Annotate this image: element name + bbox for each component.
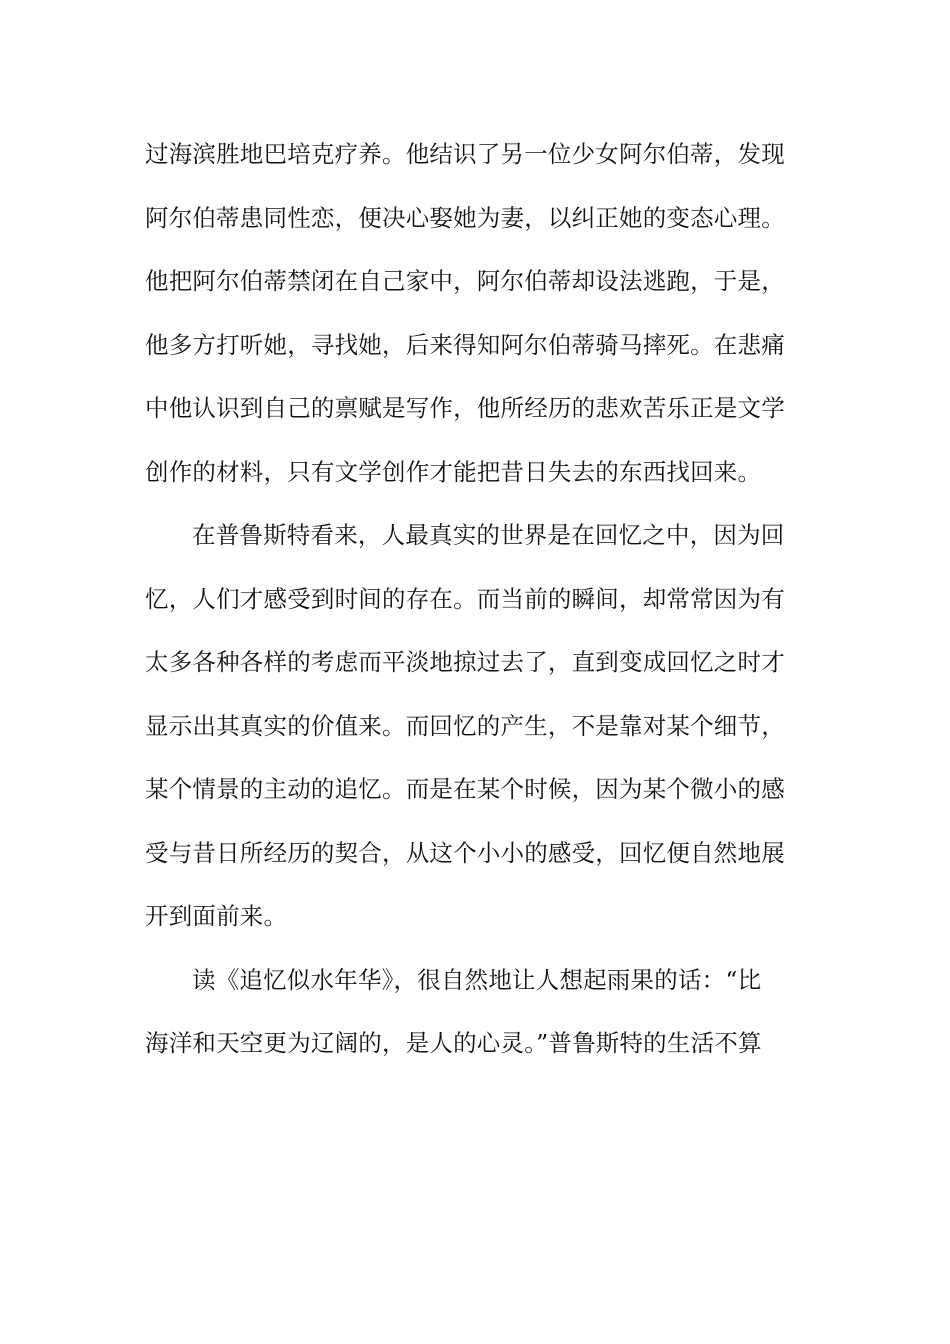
- text-line-first: 读《追忆似水年华》，很自然地让人想起雨果的话：“比: [192, 965, 762, 994]
- text-line: 创作的材料，只有文学创作才能把昔日失去的东西找回来。: [145, 457, 762, 486]
- text-line: 他把阿尔伯蒂禁闭在自己家中，阿尔伯蒂却设法逃跑，于是，: [145, 267, 785, 295]
- text-line: 阿尔伯蒂患同性恋，便决心娶她为妻，以纠正她的变态心理。: [145, 203, 785, 232]
- text-line: 显示出其真实的价值来。而回忆的产生，不是靠对某个细节，: [145, 711, 785, 740]
- text-line-first: 在普鲁斯特看来，人最真实的世界是在回忆之中，因为回: [192, 521, 785, 549]
- text-line: 开到面前来。: [145, 902, 288, 930]
- text-line: 某个情景的主动的追忆。而是在某个时候，因为某个微小的感: [145, 775, 785, 803]
- text-line: 海洋和天空更为辽阔的，是人的心灵。”普鲁斯特的生活不算: [145, 1029, 762, 1057]
- paragraph-3: [145, 951, 810, 1078]
- text-line: 中他认识到自己的禀赋是写作，他所经历的悲欢苦乐正是文学: [145, 394, 785, 422]
- text-line: 他多方打听她，寻找她，后来得知阿尔伯蒂骑马摔死。在悲痛: [145, 330, 785, 359]
- text-line: 受与昔日所经历的契合，从这个小小的感受，回忆便自然地展: [145, 838, 785, 867]
- text-line: 忆，人们才感受到时间的存在。而当前的瞬间，却常常因为有: [145, 584, 785, 613]
- paragraph-1: [145, 125, 810, 506]
- body-text: [145, 125, 810, 1078]
- paragraph-2: [145, 506, 810, 951]
- text-line: 太多各种各样的考虑而平淡地掠过去了，直到变成回忆之时才: [145, 648, 785, 676]
- text-line: 过海滨胜地巴培克疗养。他结识了另一位少女阿尔伯蒂，发现: [145, 140, 785, 168]
